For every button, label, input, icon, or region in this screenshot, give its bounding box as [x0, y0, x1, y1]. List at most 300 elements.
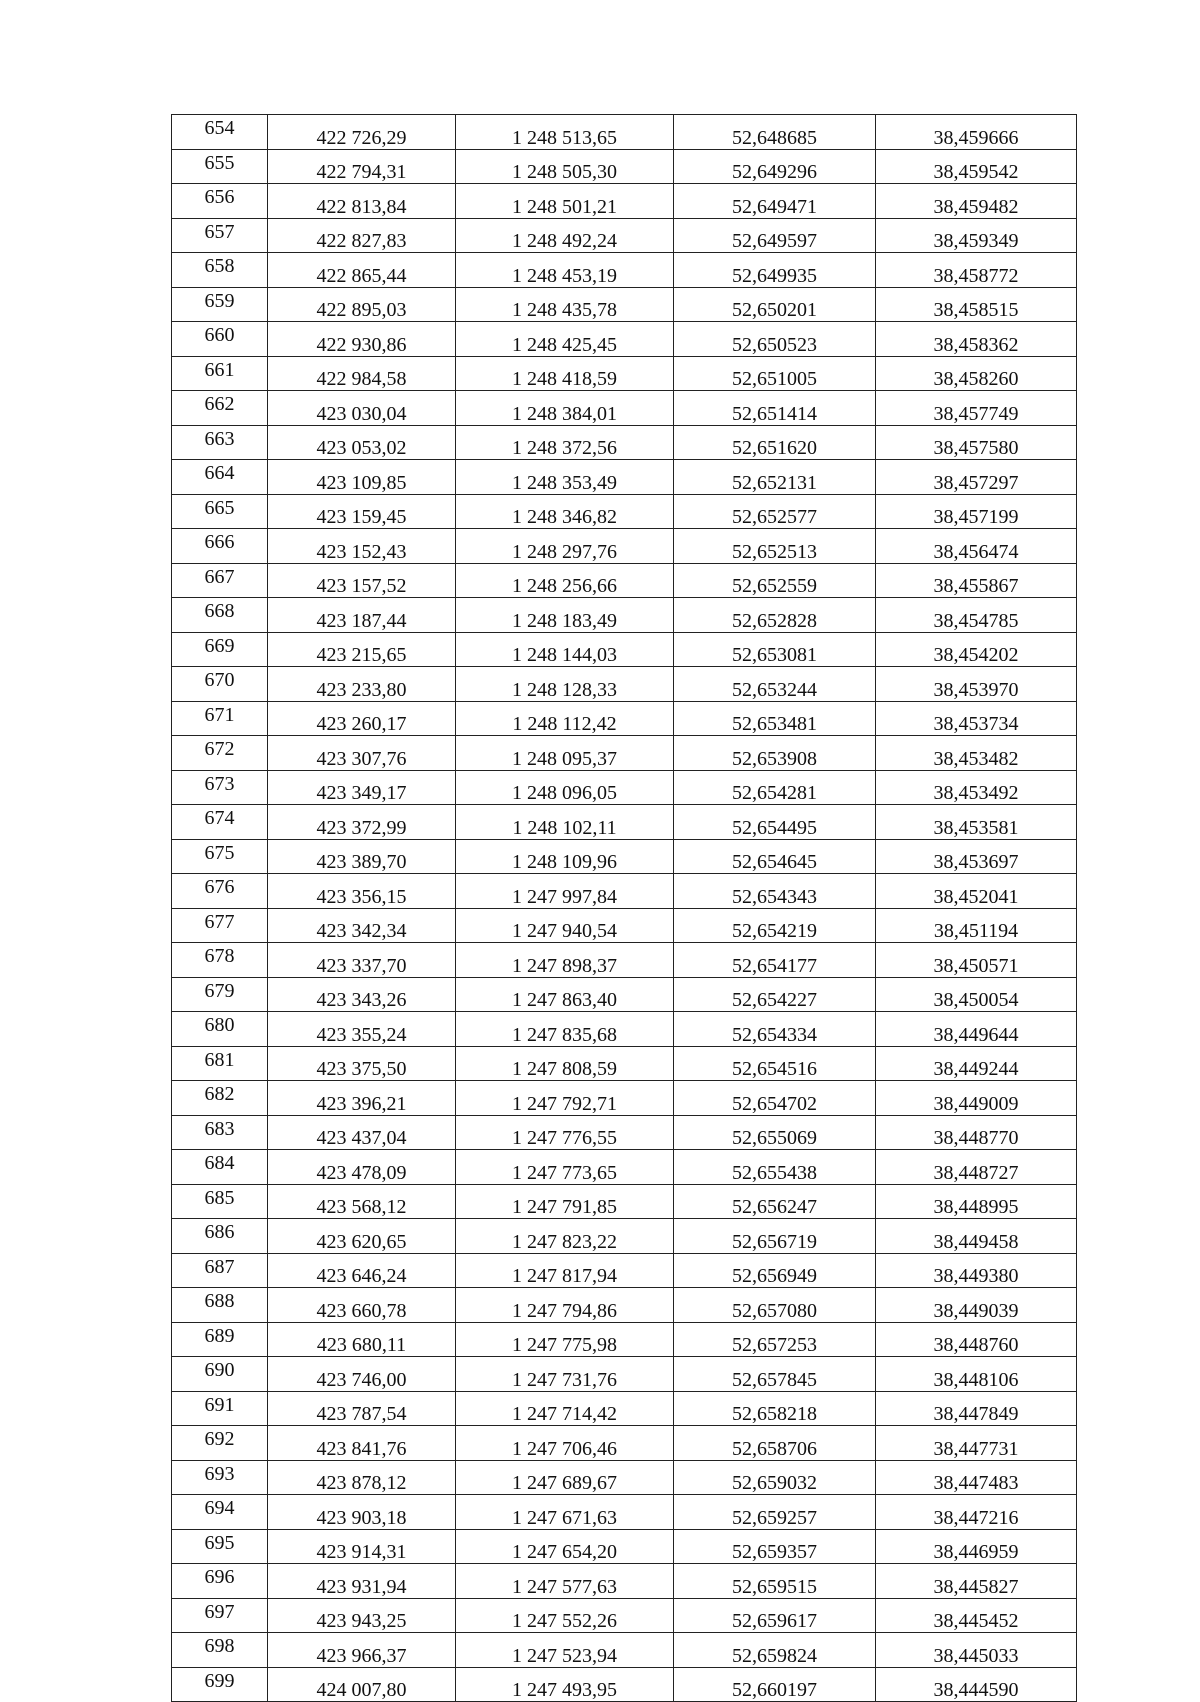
point-number-text: 695	[204, 1531, 235, 1554]
point-number-text: 671	[204, 703, 235, 726]
x-coordinate-cell	[268, 149, 456, 184]
x-coordinate-cell	[268, 494, 456, 529]
x-coordinate-cell	[268, 115, 456, 150]
point-number-cell	[172, 1564, 268, 1599]
point-number-text: 678	[204, 945, 235, 967]
x-coordinate-text: 422 726,29	[316, 126, 407, 149]
y-coordinate-text: 1 248 128,33	[512, 678, 617, 701]
latitude-cell	[674, 667, 876, 702]
table-row	[172, 391, 1077, 426]
latitude-text: 52,660197	[732, 1679, 817, 1701]
longitude-cell	[876, 1219, 1077, 1254]
longitude-text: 38,447731	[933, 1437, 1019, 1460]
longitude-cell	[876, 1495, 1077, 1530]
longitude-cell	[876, 908, 1077, 943]
y-coordinate-text: 1 248 501,21	[512, 195, 617, 218]
x-coordinate-cell	[268, 356, 456, 391]
x-coordinate-text: 423 931,94	[316, 1575, 407, 1598]
latitude-cell	[674, 908, 876, 943]
x-coordinate-text: 423 337,70	[316, 954, 407, 977]
x-coordinate-cell	[268, 770, 456, 805]
table-row	[172, 149, 1077, 184]
latitude-cell	[674, 632, 876, 667]
longitude-text: 38,457199	[933, 506, 1019, 528]
x-coordinate-cell	[268, 1115, 456, 1150]
y-coordinate-text: 1 247 863,40	[512, 989, 617, 1011]
latitude-cell	[674, 1357, 876, 1392]
point-number-text: 656	[204, 186, 235, 208]
table-row	[172, 1391, 1077, 1426]
latitude-text: 52,655069	[732, 1127, 817, 1149]
point-number-cell	[172, 1529, 268, 1564]
latitude-text: 52,651620	[732, 437, 817, 459]
y-coordinate-cell	[456, 977, 674, 1012]
x-coordinate-cell	[268, 1322, 456, 1357]
x-coordinate-text: 423 356,15	[316, 885, 407, 908]
point-number-cell	[172, 425, 268, 460]
x-coordinate-text: 423 157,52	[316, 575, 407, 597]
table-row	[172, 529, 1077, 564]
longitude-cell	[876, 1322, 1077, 1357]
point-number-text: 654	[204, 117, 235, 139]
latitude-text: 52,657253	[732, 1334, 817, 1356]
y-coordinate-text: 1 247 552,26	[512, 1610, 617, 1632]
y-coordinate-cell	[456, 839, 674, 874]
x-coordinate-text: 423 372,99	[316, 816, 407, 839]
x-coordinate-text: 423 349,17	[316, 782, 407, 804]
longitude-cell	[876, 1253, 1077, 1288]
point-number-text: 688	[204, 1290, 235, 1312]
y-coordinate-cell	[456, 1391, 674, 1426]
y-coordinate-cell	[456, 1219, 674, 1254]
y-coordinate-text: 1 247 997,84	[512, 885, 617, 908]
y-coordinate-cell	[456, 287, 674, 322]
x-coordinate-cell	[268, 1667, 456, 1702]
longitude-cell	[876, 1357, 1077, 1392]
point-number-text: 665	[204, 496, 235, 519]
table-row	[172, 1081, 1077, 1116]
table-row	[172, 356, 1077, 391]
latitude-text: 52,654645	[732, 851, 817, 873]
latitude-cell	[674, 1184, 876, 1219]
latitude-cell	[674, 598, 876, 633]
longitude-text: 38,452041	[933, 885, 1019, 908]
y-coordinate-text: 1 247 654,20	[512, 1541, 617, 1563]
x-coordinate-text: 423 030,04	[316, 402, 407, 425]
y-coordinate-cell	[456, 805, 674, 840]
table-row	[172, 1219, 1077, 1254]
latitude-cell	[674, 977, 876, 1012]
longitude-text: 38,449039	[933, 1299, 1019, 1322]
table-row	[172, 1426, 1077, 1461]
longitude-cell	[876, 1150, 1077, 1185]
latitude-cell	[674, 1150, 876, 1185]
longitude-text: 38,453492	[933, 782, 1019, 804]
longitude-cell	[876, 356, 1077, 391]
latitude-cell	[674, 1495, 876, 1530]
point-number-text: 674	[204, 807, 235, 829]
x-coordinate-text: 423 903,18	[316, 1506, 407, 1529]
y-coordinate-cell	[456, 1288, 674, 1323]
longitude-text: 38,459482	[933, 195, 1019, 218]
longitude-text: 38,449644	[933, 1023, 1019, 1046]
latitude-text: 52,652577	[732, 506, 817, 528]
x-coordinate-text: 423 437,04	[316, 1127, 407, 1149]
x-coordinate-cell	[268, 1529, 456, 1564]
x-coordinate-cell	[268, 322, 456, 357]
latitude-text: 52,650523	[732, 333, 817, 356]
latitude-text: 52,654334	[732, 1023, 817, 1046]
y-coordinate-text: 1 248 095,37	[512, 747, 617, 770]
latitude-cell	[674, 218, 876, 253]
x-coordinate-text: 422 827,83	[316, 230, 407, 252]
table-row	[172, 184, 1077, 219]
table-row	[172, 1184, 1077, 1219]
longitude-cell	[876, 253, 1077, 288]
longitude-cell	[876, 149, 1077, 184]
longitude-cell	[876, 1633, 1077, 1668]
longitude-cell	[876, 460, 1077, 495]
point-number-text: 673	[204, 772, 235, 795]
coordinates-table-body	[172, 115, 1077, 1702]
x-coordinate-cell	[268, 1288, 456, 1323]
point-number-cell	[172, 736, 268, 771]
point-number-text: 682	[204, 1083, 235, 1105]
point-number-text: 680	[204, 1014, 235, 1036]
point-number-cell	[172, 287, 268, 322]
longitude-cell	[876, 287, 1077, 322]
x-coordinate-cell	[268, 1564, 456, 1599]
y-coordinate-cell	[456, 1564, 674, 1599]
x-coordinate-cell	[268, 563, 456, 598]
x-coordinate-cell	[268, 908, 456, 943]
y-coordinate-cell	[456, 1253, 674, 1288]
y-coordinate-text: 1 248 384,01	[512, 402, 617, 425]
latitude-cell	[674, 529, 876, 564]
y-coordinate-cell	[456, 1529, 674, 1564]
y-coordinate-cell	[456, 391, 674, 426]
y-coordinate-text: 1 248 144,03	[512, 644, 617, 666]
x-coordinate-text: 423 187,44	[316, 609, 407, 632]
x-coordinate-text: 422 895,03	[316, 299, 407, 321]
point-number-cell	[172, 1391, 268, 1426]
x-coordinate-cell	[268, 839, 456, 874]
point-number-text: 696	[204, 1566, 235, 1588]
point-number-text: 681	[204, 1048, 235, 1071]
longitude-cell	[876, 1426, 1077, 1461]
latitude-cell	[674, 356, 876, 391]
y-coordinate-cell	[456, 1150, 674, 1185]
latitude-text: 52,659357	[732, 1541, 817, 1563]
table-row	[172, 667, 1077, 702]
latitude-text: 52,659257	[732, 1506, 817, 1529]
point-number-text: 657	[204, 220, 235, 243]
latitude-text: 52,656247	[732, 1196, 817, 1218]
longitude-text: 38,453581	[933, 816, 1019, 839]
latitude-cell	[674, 1012, 876, 1047]
longitude-text: 38,457580	[933, 437, 1019, 459]
longitude-text: 38,447483	[933, 1472, 1019, 1494]
x-coordinate-text: 423 152,43	[316, 540, 407, 563]
longitude-text: 38,446959	[933, 1541, 1019, 1563]
y-coordinate-cell	[456, 770, 674, 805]
x-coordinate-text: 423 878,12	[316, 1472, 407, 1494]
point-number-cell	[172, 1426, 268, 1461]
point-number-text: 672	[204, 738, 235, 760]
y-coordinate-cell	[456, 1046, 674, 1081]
x-coordinate-text: 423 053,02	[316, 437, 407, 459]
longitude-text: 38,454202	[933, 644, 1019, 666]
x-coordinate-cell	[268, 1253, 456, 1288]
longitude-text: 38,458362	[933, 333, 1019, 356]
longitude-cell	[876, 1046, 1077, 1081]
longitude-text: 38,458515	[933, 299, 1019, 321]
latitude-cell	[674, 563, 876, 598]
latitude-cell	[674, 287, 876, 322]
point-number-cell	[172, 391, 268, 426]
x-coordinate-text: 424 007,80	[316, 1679, 407, 1701]
x-coordinate-cell	[268, 287, 456, 322]
latitude-text: 52,658706	[732, 1437, 817, 1460]
point-number-cell	[172, 1288, 268, 1323]
latitude-text: 52,658218	[732, 1403, 817, 1425]
point-number-text: 679	[204, 979, 235, 1002]
table-row	[172, 1150, 1077, 1185]
longitude-cell	[876, 1391, 1077, 1426]
point-number-cell	[172, 1357, 268, 1392]
x-coordinate-text: 423 159,45	[316, 506, 407, 528]
y-coordinate-text: 1 247 823,22	[512, 1230, 617, 1253]
y-coordinate-cell	[456, 1633, 674, 1668]
table-row	[172, 943, 1077, 978]
latitude-text: 52,654177	[732, 954, 817, 977]
point-number-text: 684	[204, 1152, 235, 1174]
point-number-text: 699	[204, 1669, 235, 1692]
y-coordinate-cell	[456, 1012, 674, 1047]
y-coordinate-cell	[456, 1115, 674, 1150]
y-coordinate-cell	[456, 1184, 674, 1219]
point-number-text: 691	[204, 1393, 235, 1416]
point-number-cell	[172, 1081, 268, 1116]
longitude-text: 38,450571	[933, 954, 1019, 977]
longitude-cell	[876, 494, 1077, 529]
y-coordinate-cell	[456, 1081, 674, 1116]
y-coordinate-cell	[456, 356, 674, 391]
y-coordinate-text: 1 247 791,85	[512, 1196, 617, 1218]
y-coordinate-text: 1 248 513,65	[512, 126, 617, 149]
y-coordinate-cell	[456, 1322, 674, 1357]
longitude-text: 38,444590	[933, 1679, 1019, 1701]
latitude-text: 52,659032	[732, 1472, 817, 1494]
latitude-text: 52,649597	[732, 230, 817, 252]
x-coordinate-text: 422 865,44	[316, 264, 407, 287]
longitude-cell	[876, 598, 1077, 633]
longitude-text: 38,454785	[933, 609, 1019, 632]
point-number-cell	[172, 494, 268, 529]
point-number-text: 697	[204, 1600, 235, 1623]
longitude-cell	[876, 1564, 1077, 1599]
x-coordinate-text: 423 233,80	[316, 678, 407, 701]
table-row	[172, 874, 1077, 909]
x-coordinate-text: 423 109,85	[316, 471, 407, 494]
point-number-text: 683	[204, 1117, 235, 1140]
latitude-text: 52,656719	[732, 1230, 817, 1253]
latitude-cell	[674, 1391, 876, 1426]
latitude-cell	[674, 701, 876, 736]
y-coordinate-cell	[456, 908, 674, 943]
y-coordinate-text: 1 248 372,56	[512, 437, 617, 459]
point-number-cell	[172, 1150, 268, 1185]
longitude-text: 38,447216	[933, 1506, 1019, 1529]
y-coordinate-text: 1 248 109,96	[512, 851, 617, 873]
latitude-cell	[674, 184, 876, 219]
longitude-cell	[876, 1081, 1077, 1116]
longitude-text: 38,453482	[933, 747, 1019, 770]
latitude-text: 52,651005	[732, 368, 817, 390]
latitude-cell	[674, 736, 876, 771]
table-row	[172, 1046, 1077, 1081]
longitude-cell	[876, 425, 1077, 460]
y-coordinate-text: 1 247 714,42	[512, 1403, 617, 1425]
table-row	[172, 460, 1077, 495]
y-coordinate-text: 1 248 183,49	[512, 609, 617, 632]
latitude-cell	[674, 1115, 876, 1150]
y-coordinate-text: 1 248 353,49	[512, 471, 617, 494]
x-coordinate-cell	[268, 736, 456, 771]
point-number-cell	[172, 598, 268, 633]
point-number-text: 686	[204, 1221, 235, 1243]
table-row	[172, 1322, 1077, 1357]
latitude-text: 52,657845	[732, 1368, 817, 1391]
point-number-text: 655	[204, 151, 235, 174]
point-number-text: 694	[204, 1497, 235, 1519]
latitude-text: 52,659617	[732, 1610, 817, 1632]
point-number-cell	[172, 322, 268, 357]
latitude-cell	[674, 1529, 876, 1564]
longitude-text: 38,445827	[933, 1575, 1019, 1598]
longitude-text: 38,457749	[933, 402, 1019, 425]
y-coordinate-text: 1 247 773,65	[512, 1161, 617, 1184]
point-number-cell	[172, 356, 268, 391]
x-coordinate-text: 422 794,31	[316, 161, 407, 183]
latitude-cell	[674, 1564, 876, 1599]
y-coordinate-cell	[456, 425, 674, 460]
x-coordinate-text: 423 375,50	[316, 1058, 407, 1080]
x-coordinate-cell	[268, 977, 456, 1012]
longitude-text: 38,458772	[933, 264, 1019, 287]
coordinates-table	[171, 114, 1077, 1702]
y-coordinate-text: 1 248 112,42	[512, 713, 617, 735]
point-number-text: 698	[204, 1635, 235, 1657]
longitude-text: 38,453734	[933, 713, 1019, 735]
x-coordinate-text: 423 646,24	[316, 1265, 407, 1287]
point-number-text: 693	[204, 1462, 235, 1485]
table-row	[172, 322, 1077, 357]
y-coordinate-cell	[456, 563, 674, 598]
x-coordinate-text: 422 930,86	[316, 333, 407, 356]
longitude-text: 38,453697	[933, 851, 1019, 873]
table-row	[172, 805, 1077, 840]
y-coordinate-cell	[456, 943, 674, 978]
point-number-cell	[172, 1667, 268, 1702]
y-coordinate-cell	[456, 253, 674, 288]
y-coordinate-text: 1 247 794,86	[512, 1299, 617, 1322]
longitude-text: 38,449009	[933, 1092, 1019, 1115]
point-number-cell	[172, 1184, 268, 1219]
point-number-text: 669	[204, 634, 235, 657]
latitude-cell	[674, 839, 876, 874]
x-coordinate-text: 423 746,00	[316, 1368, 407, 1391]
y-coordinate-text: 1 248 256,66	[512, 575, 617, 597]
table-row	[172, 218, 1077, 253]
latitude-cell	[674, 805, 876, 840]
latitude-cell	[674, 1460, 876, 1495]
longitude-cell	[876, 805, 1077, 840]
latitude-cell	[674, 149, 876, 184]
table-row	[172, 770, 1077, 805]
point-number-text: 689	[204, 1324, 235, 1347]
x-coordinate-cell	[268, 1046, 456, 1081]
longitude-cell	[876, 839, 1077, 874]
y-coordinate-text: 1 247 671,63	[512, 1506, 617, 1529]
latitude-cell	[674, 1667, 876, 1702]
latitude-cell	[674, 115, 876, 150]
latitude-text: 52,651414	[732, 402, 817, 425]
longitude-text: 38,456474	[933, 540, 1019, 563]
y-coordinate-text: 1 248 297,76	[512, 540, 617, 563]
latitude-cell	[674, 322, 876, 357]
point-number-cell	[172, 1598, 268, 1633]
longitude-text: 38,449244	[933, 1058, 1019, 1080]
x-coordinate-text: 422 984,58	[316, 368, 407, 390]
y-coordinate-text: 1 247 731,76	[512, 1368, 617, 1391]
latitude-cell	[674, 1046, 876, 1081]
point-number-text: 685	[204, 1186, 235, 1209]
longitude-text: 38,458260	[933, 368, 1019, 390]
longitude-cell	[876, 218, 1077, 253]
x-coordinate-cell	[268, 253, 456, 288]
longitude-cell	[876, 1598, 1077, 1633]
latitude-cell	[674, 425, 876, 460]
x-coordinate-text: 423 355,24	[316, 1023, 407, 1046]
y-coordinate-text: 1 247 577,63	[512, 1575, 617, 1598]
x-coordinate-text: 423 307,76	[316, 747, 407, 770]
point-number-cell	[172, 563, 268, 598]
x-coordinate-text: 423 342,34	[316, 920, 407, 942]
longitude-text: 38,448727	[933, 1161, 1019, 1184]
point-number-cell	[172, 149, 268, 184]
x-coordinate-cell	[268, 598, 456, 633]
longitude-cell	[876, 667, 1077, 702]
y-coordinate-cell	[456, 1426, 674, 1461]
table-row	[172, 287, 1077, 322]
latitude-text: 52,654281	[732, 782, 817, 804]
y-coordinate-cell	[456, 115, 674, 150]
point-number-text: 658	[204, 255, 235, 277]
table-row	[172, 598, 1077, 633]
latitude-text: 52,653081	[732, 644, 817, 666]
x-coordinate-text: 423 343,26	[316, 989, 407, 1011]
y-coordinate-text: 1 247 493,95	[512, 1679, 617, 1701]
point-number-cell	[172, 1495, 268, 1530]
y-coordinate-text: 1 247 776,55	[512, 1127, 617, 1149]
point-number-cell	[172, 253, 268, 288]
latitude-text: 52,654495	[732, 816, 817, 839]
longitude-text: 38,457297	[933, 471, 1019, 494]
latitude-text: 52,649471	[732, 195, 817, 218]
x-coordinate-cell	[268, 1495, 456, 1530]
latitude-text: 52,656949	[732, 1265, 817, 1287]
